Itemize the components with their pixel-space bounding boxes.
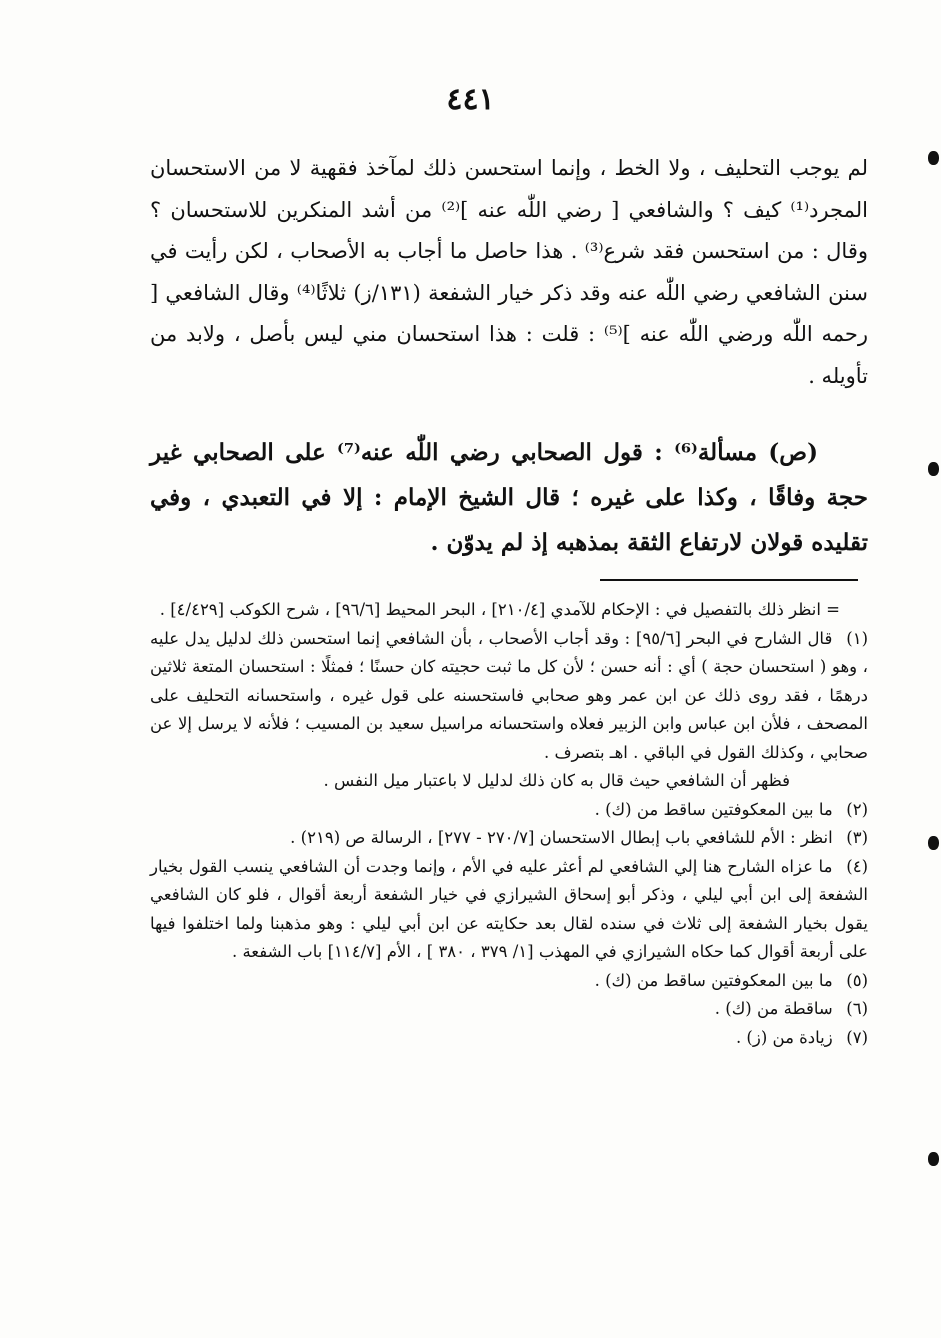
footnote-text: ما بين المعكوفتين ساقط من (ك) . — [594, 799, 833, 819]
footnote-text: ما بين المعكوفتين ساقط من (ك) . — [594, 970, 833, 990]
footnote-1-extra: فظهر أن الشافعي حيث قال به كان ذلك لدليل لا باعتبار ميل النفس . — [323, 771, 790, 790]
footnote-text: انظر : الأم للشافعي باب إبطال الاستحسان [٢٧٠/٧ - ٢٧٧] ، الرسالة ص (٢١٩) . — [290, 828, 833, 847]
footnote-number: (٦) — [846, 999, 868, 1018]
binding-hole-mark — [928, 1152, 939, 1166]
footnote-5 — [150, 967, 868, 996]
footnotes — [150, 596, 868, 1052]
footnote-7 — [150, 1024, 868, 1053]
footnote-number: (٥) — [846, 970, 868, 990]
footnote-text: قال الشارح في البحر [٩٥/٦] : وقد أجاب الأصحاب ، بأن الشافعي إنما استحسن ذلك لدليل يدل عليه ، وهو ( استحسان حجة ) أي : أنه حسن ؛ لأن كل ما ثبت حجيته كان حسنًا ؛ فمثلًا : استحسان المتعة ثلاثين درهمًا ، فقد روى ذلك عن ابن عمر وهو صحابي فاستحسنه على قول غيره ، واستحسانه التحليف على المصحف ، فلأن ابن عباس وابن الزبير فعلاه واستحسانه مراسيل سعيد بن المسيب ؛ فلأنه لا يرسل إلا عن صحابي ، وكذلك القول في الباقي . اهـ بتصرف . — [150, 628, 868, 762]
footnote-number: (٣) — [846, 828, 868, 847]
issue-paragraph — [150, 430, 868, 565]
binding-hole-mark — [928, 462, 939, 476]
footnote-4 — [150, 853, 868, 967]
footnote-number: (١) — [846, 628, 868, 648]
footnote-number: (٢) — [846, 799, 868, 819]
footnote-separator — [600, 579, 858, 581]
footnote-2 — [150, 796, 868, 825]
footnote-text: ما عزاه الشارح هنا إلي الشافعي لم أعثر عليه في الأم ، وإنما وجدت أن الشافعي ينسب القول بخيار الشفعة إلى ابن أبي ليلي ، وذكر أبو إسحاق الشيرازي في خيار الشفعة أربعة أقوال ، فلو كان الشافعي يقول بخيار الشفعة إلى ثلاث في سنده لقال بعد حكايته عن ابن أبي ليلي : وهو مذهبنا ولما اختلفوا فيها على أربعة أقوال كما حكاه الشيرازي في المهذب [١/ ٣٧٩ ، ٣٨٠ ] ، الأم [١١٤/٧] باب الشفعة . — [150, 856, 868, 961]
footnote-number: (٤) — [846, 856, 868, 876]
issue-text: (ص) مسألة⁽⁶⁾ : قول الصحابي رضي اللّٰه عنه⁽⁷⁾ على الصحابي غير حجة وفاقًا ، وكذا على غيره ؛ قال الشيخ الإمام : إلا في التعبدي ، وفي تقليده قولان لارتفاع الثقة بمذهبه إذ لم يدوّن . — [150, 439, 868, 556]
footnote-text: ساقطة من (ك) . — [714, 999, 833, 1018]
page-number: ٤٤١ — [446, 82, 495, 117]
footnote-continuation: = انظر ذلك بالتفصيل في : الإحكام للآمدي [٢١٠/٤] ، البحر المحيط [٩٦/٦] ، شرح الكوكب [٤/٤٢٩] . — [159, 600, 840, 619]
binding-hole-mark — [928, 151, 939, 165]
main-paragraph: لم يوجب التحليف ، ولا الخط ، وإنما استحسن ذلك لمآخذ فقهية لا من الاستحسان المجرد⁽¹⁾ كيف ؟ والشافعي [ رضي اللّٰه عنه ]⁽²⁾ من أشد المنكرين للاستحسان ؟ وقال : من استحسن فقد شرع⁽³⁾ . هذا حاصل ما أجاب به الأصحاب ، لكن رأيت في سنن الشافعي رضي اللّٰه عنه وقد ذكر خيار الشفعة (١٣١/ز) ثلاثًا⁽⁴⁾ وقال الشافعي [ رحمه اللّٰه ورضي اللّٰه عنه ]⁽⁵⁾ : قلت : هذا استحسان مني ليس بأصل ، ولابد من تأويله . — [150, 156, 868, 388]
footnote-1 — [150, 625, 868, 768]
footnote-3 — [150, 824, 868, 853]
footnote-number: (٧) — [846, 1027, 868, 1047]
main-text — [150, 148, 868, 397]
footnote-text: زيادة من (ز) . — [735, 1027, 833, 1047]
footnote-6 — [150, 995, 868, 1024]
binding-hole-mark — [928, 836, 939, 850]
